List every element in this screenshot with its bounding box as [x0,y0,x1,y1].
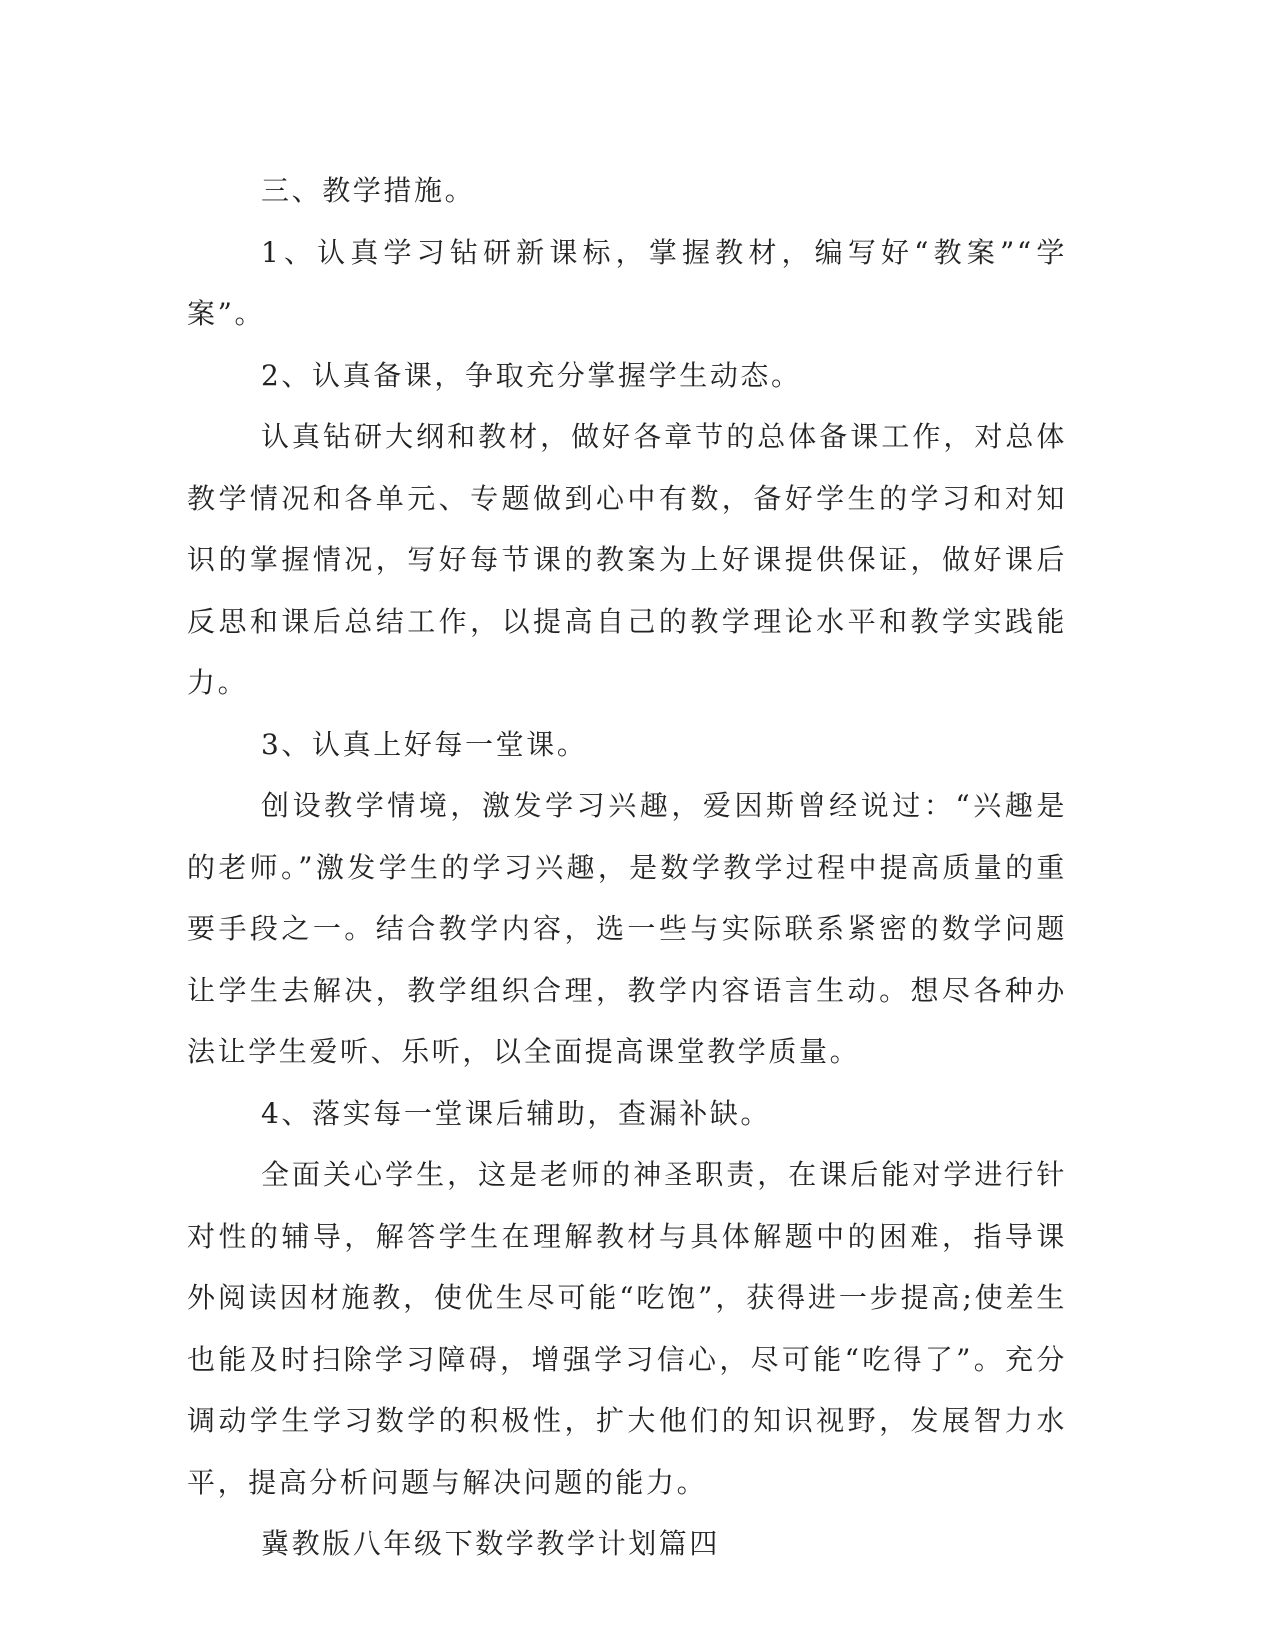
document-body [187,160,1067,1575]
list-item-4: 4、落实每一堂课后辅助，查漏补缺。 [261,1096,772,1130]
list-item-1: 1、认真学习钻研新课标，掌握教材，编写好“教案”“学案”。 [187,235,1067,330]
section-title-part-four: 冀教版八年级下数学教学计划篇四 [261,1527,721,1560]
list-item-2: 2、认真备课，争取充分掌握学生动态。 [261,358,802,392]
paragraph-interest: 创设教学情境，激发学习兴趣，爱因斯曾经说过：“兴趣是的老师。”激发学生的学习兴趣，是数学教学过程中提高质量的重要手段之一。结合教学内容，选一些与实际联系紧密的数学问题让学生去解决，教学组织合理，教学内容语言生动。想尽各种办法让学生爱听、乐听，以全面提高课堂教学质量。 [187,789,1067,1068]
paragraph-tutoring: 全面关心学生，这是老师的神圣职责，在课后能对学进行针对性的辅导，解答学生在理解教材与具体解题中的困难，指导课外阅读因材施教，使优生尽可能“吃饱”，获得进一步提高;使差生也能及时扫除学习障碍，增强学习信心，尽可能“吃得了”。充分调动学生学习数学的积极性，扩大他们的知识视野，发展智力水平，提高分析问题与解决问题的能力。 [187,1158,1067,1499]
section-heading-teaching-measures: 三、教学措施。 [261,174,476,207]
paragraph-lesson-preparation: 认真钻研大纲和教材，做好各章节的总体备课工作，对总体教学情况和各单元、专题做到心中有数，备好学生的学习和对知识的掌握情况，写好每节课的教案为上好课提供保证，做好课后反思和课后总结工作，以提高自己的教学理论水平和教学实践能力。 [187,420,1067,699]
list-item-3: 3、认真上好每一堂课。 [261,727,588,761]
